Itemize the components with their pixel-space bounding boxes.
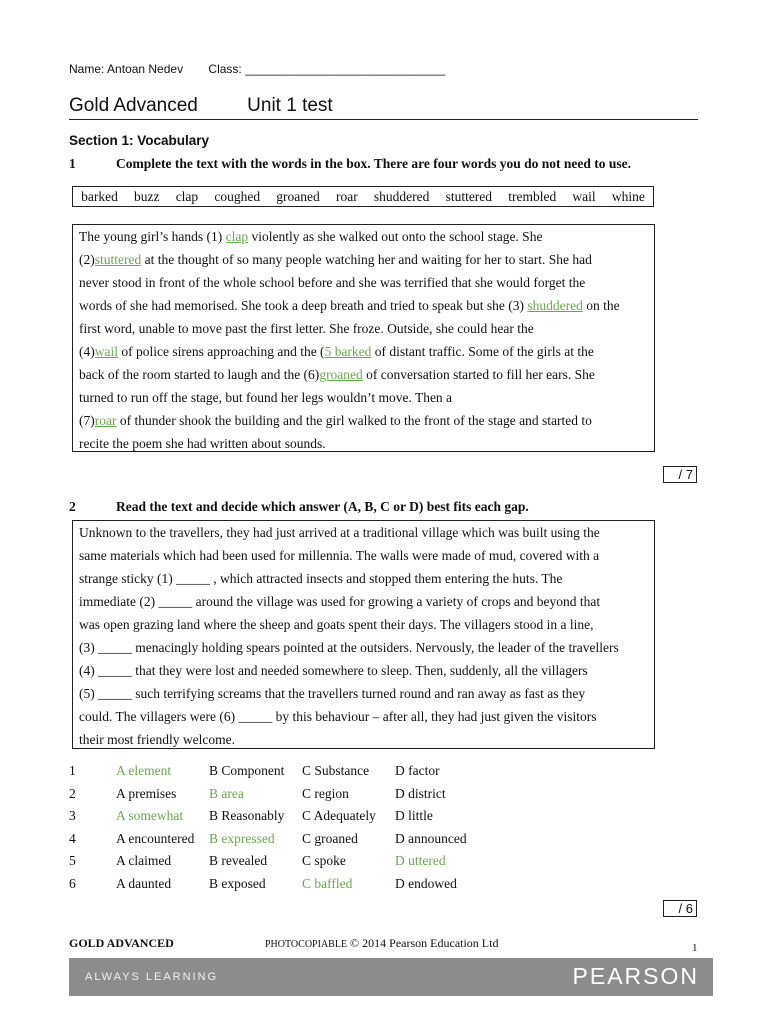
copyright-text: © 2014 Pearson Education Ltd [347, 936, 499, 950]
option-a[interactable]: A encountered [116, 830, 195, 846]
option-number: 2 [69, 785, 76, 801]
word-box-item: groaned [276, 188, 320, 204]
option-number: 4 [69, 830, 76, 846]
text-line: immediate (2) _____ around the village was used for growing a variety of crops and beyond that [79, 594, 601, 609]
text-line: (4)wail of police sirens approaching and the (5 barked of distant traffic. Some of the girls at the [79, 344, 594, 359]
pearson-logo: PEARSON [572, 963, 699, 989]
option-b[interactable]: B exposed [209, 875, 266, 891]
word-box-item: trembled [508, 188, 557, 204]
text-line: (7)roar of thunder shook the building and the girl walked to the front of the stage and started to [79, 413, 592, 428]
question-2-instruction [69, 499, 529, 515]
option-number: 3 [69, 808, 76, 823]
option-a[interactable]: A element [116, 763, 172, 778]
option-number: 6 [69, 875, 76, 891]
option-d[interactable]: D uttered [395, 853, 446, 868]
option-c[interactable]: C region [302, 785, 349, 801]
text-line: (3) _____ menacingly holding spears pointed at the outsiders. Nervously, the leader of the travellers [79, 640, 619, 655]
text-line: first word, unable to move past the first letter. She froze. Outside, she could hear the [79, 321, 534, 336]
option-number: 5 [69, 853, 76, 868]
option-b[interactable]: B revealed [209, 853, 268, 868]
word-box [72, 186, 654, 207]
option-d[interactable]: D little [395, 808, 433, 823]
text-line: The young girl’s hands (1) clap violently as she walked out onto the school stage. She [79, 229, 543, 244]
answer-4: wail [94, 344, 118, 359]
class-label: Class: ______________________________ [208, 62, 446, 76]
option-d[interactable]: D factor [395, 763, 440, 778]
answer-5: 5 barked [324, 344, 372, 359]
answer-7: roar [94, 413, 117, 428]
word-box-item: coughed [214, 188, 261, 204]
word-box-item: shuddered [373, 188, 430, 204]
question-2-text-box [72, 520, 655, 749]
option-b[interactable]: B area [209, 785, 244, 801]
answer-3: shuddered [527, 298, 583, 313]
page-title [69, 95, 698, 120]
footer-banner [69, 958, 713, 996]
title-course: Gold Advanced [69, 95, 198, 116]
text-line: back of the room started to laugh and the (6)groaned of conversation started to fill her ears. She [79, 367, 595, 382]
name-class-row [69, 62, 445, 76]
footer-copyright [265, 936, 498, 951]
score-box-q2[interactable]: / 6 [663, 900, 697, 917]
text-line: (5) _____ such terrifying screams that the travellers turned round and ran away as fast as they [79, 686, 586, 701]
option-d[interactable]: D district [395, 785, 446, 801]
word-box-item: wail [572, 188, 596, 204]
section-heading: Section 1: Vocabulary [69, 133, 210, 148]
word-box-item: buzz [134, 188, 160, 204]
option-c[interactable]: C baffled [302, 875, 353, 891]
text-line: their most friendly welcome. [79, 732, 235, 747]
option-a[interactable]: A premises [116, 785, 177, 801]
answer-1: clap [225, 229, 249, 244]
question-1-instruction [69, 156, 631, 172]
word-box-item: whine [611, 188, 645, 204]
instruction-text: Complete the text with the words in the box. There are four words you do not need to use. [116, 156, 631, 171]
text-line: words of she had memorised. She took a deep breath and tried to speak but she (3) shuddered on the [79, 298, 620, 313]
option-row [69, 760, 495, 783]
option-row [69, 783, 495, 806]
option-b[interactable]: B Reasonably [209, 808, 285, 823]
question-1-text-box [72, 224, 655, 452]
word-box-item: roar [335, 188, 358, 204]
option-b[interactable]: B expressed [209, 830, 275, 846]
option-d[interactable]: D endowed [395, 875, 457, 891]
option-c[interactable]: C groaned [302, 830, 358, 846]
option-a[interactable]: A somewhat [116, 808, 184, 823]
text-line: same materials which had been used for millennia. The walls were made of mud, covered with a [79, 548, 600, 563]
text-line: (4) _____ that they were lost and needed somewhere to sleep. Then, suddenly, all the villagers [79, 663, 588, 678]
option-c[interactable]: C Substance [302, 763, 370, 778]
page-number: 1 [692, 942, 698, 954]
question-number: 1 [69, 156, 76, 171]
text-line: was open grazing land where the sheep and goats spent their days. The villagers stood in a line, [79, 617, 594, 632]
option-a[interactable]: A daunted [116, 875, 172, 891]
name-label: Name: Antoan Nedev [69, 62, 184, 76]
word-box-item: barked [81, 188, 118, 204]
option-d[interactable]: D announced [395, 830, 467, 846]
option-c[interactable]: C spoke [302, 853, 346, 868]
options-list [69, 760, 495, 895]
option-row [69, 873, 495, 896]
title-unit: Unit 1 test [247, 95, 333, 116]
text-line: could. The villagers were (6) _____ by this behaviour – after all, they had just given the visitors [79, 709, 597, 724]
option-c[interactable]: C Adequately [302, 808, 376, 823]
option-a[interactable]: A claimed [116, 853, 172, 868]
word-box-item: clap [175, 188, 199, 204]
score-box-q1[interactable]: / 7 [663, 466, 697, 483]
footer-course: GOLD ADVANCED [69, 936, 174, 950]
text-line: strange sticky (1) _____ , which attracted insects and stopped them entering the huts. The [79, 571, 563, 586]
banner-slogan: ALWAYS LEARNING [85, 971, 219, 983]
option-row [69, 805, 495, 828]
option-row [69, 828, 495, 851]
text-line: (2)stuttered at the thought of so many people watching her and waiting for her to start. She had [79, 252, 592, 267]
photocopiable-label: PHOTOCOPIABLE [265, 939, 348, 950]
answer-6: groaned [319, 367, 363, 382]
text-line: never stood in front of the whole school before and she was terrified that she would forget the [79, 275, 586, 290]
instruction-text: Read the text and decide which answer (A, B, C or D) best fits each gap. [116, 499, 529, 514]
text-line: turned to run off the stage, but found her legs wouldn’t move. Then a [79, 390, 453, 405]
text-line: Unknown to the travellers, they had just arrived at a traditional village which was built using the [79, 525, 600, 540]
option-row [69, 850, 495, 873]
option-number: 1 [69, 763, 76, 778]
answer-2: stuttered [94, 252, 142, 267]
option-b[interactable]: B Component [209, 763, 285, 778]
text-line: recite the poem she had written about sounds. [79, 436, 326, 451]
question-number: 2 [69, 499, 76, 514]
word-box-item: stuttered [445, 188, 493, 204]
